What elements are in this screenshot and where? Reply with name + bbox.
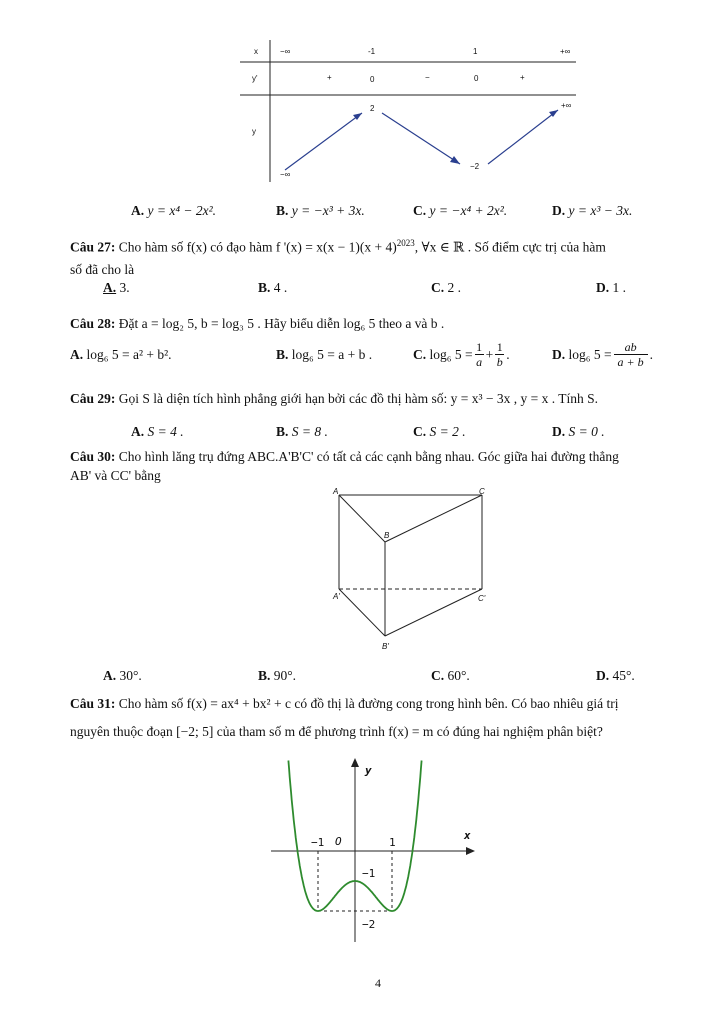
question-label: Câu 28: [70, 316, 116, 331]
prism-figure [330, 485, 495, 645]
axis-label-y: y [365, 764, 372, 777]
table-y-max: 2 [370, 104, 375, 113]
option-text: y = x³ − 3x. [568, 203, 633, 218]
q29-option-b[interactable] [276, 424, 328, 440]
frac-num: 1 [496, 340, 503, 354]
option-text: S = 2 . [429, 424, 466, 439]
option-text: S = 8 . [291, 424, 328, 439]
table-y-right: +∞ [561, 101, 572, 110]
tick-x-1: 1 [389, 836, 396, 849]
tick-x-neg1: −1 [311, 836, 325, 849]
q29-stem [70, 391, 598, 407]
table-sign-3: − [425, 73, 430, 82]
option-key: C. [431, 280, 445, 295]
prism-label-a-prime: A' [333, 592, 340, 601]
prism-label-b-prime: B' [382, 642, 389, 651]
q31-stem [70, 696, 618, 712]
q27-option-a[interactable] [103, 280, 130, 296]
option-text: 90°. [273, 668, 297, 683]
q27-option-b[interactable] [258, 280, 287, 296]
variation-table [240, 40, 580, 185]
option-key: C. [431, 668, 445, 683]
question-label: Câu 30: [70, 449, 116, 464]
q30-option-c[interactable] [431, 668, 470, 684]
option-text: 1 . [612, 280, 626, 295]
option-text: 2 . [447, 280, 461, 295]
option-text: 45°. [612, 668, 635, 683]
prism-label-c-prime: C' [478, 594, 486, 603]
frac-den: a + b [617, 355, 644, 369]
tick-y-neg1: −1 [362, 867, 376, 880]
q28-option-d[interactable]: D. log₆ 5 = ab a + b . [552, 340, 653, 369]
table-sign-2: 0 [370, 75, 375, 84]
option-key: D. [596, 668, 610, 683]
q29-text: Gọi S là diện tích hình phẳng giới hạn bởi các đồ thị hàm số: y = x³ − 3x , y = x . Tính S. [118, 391, 599, 406]
table-x-1: 1 [473, 47, 478, 56]
option-text: y = −x³ + 3x. [291, 203, 365, 218]
option-key: D. [552, 424, 566, 439]
frac-den: b [496, 355, 503, 369]
option-key: A. [70, 347, 84, 362]
option-key: B. [258, 668, 271, 683]
option-key: B. [276, 347, 289, 362]
table-x-neginf: −∞ [280, 47, 291, 56]
option-text: 60°. [447, 668, 470, 683]
q26-option-a[interactable] [131, 203, 216, 219]
prism-label-c: C [479, 487, 485, 496]
question-label: Câu 31: [70, 696, 116, 711]
q27-text-2: , ∀x ∈ ℝ . Số điểm cực trị của hàm [414, 239, 606, 255]
option-key: A. [131, 203, 145, 218]
option-key: B. [276, 424, 289, 439]
question-label: Câu 27: [70, 239, 116, 255]
question-label: Câu 29: [70, 391, 116, 406]
q28-option-a[interactable] [70, 347, 172, 363]
q26-option-d[interactable] [552, 203, 632, 219]
prism-label-a: A [333, 487, 339, 496]
option-text: S = 0 . [568, 424, 605, 439]
option-text: log₆ 5 = [568, 346, 612, 362]
table-sign-5: + [520, 73, 525, 82]
q27-stem-line2: số đã cho là [70, 262, 135, 277]
table-sign-4: 0 [474, 74, 479, 83]
table-y-label: y [252, 127, 256, 136]
q29-option-d[interactable] [552, 424, 605, 440]
table-x-m1: -1 [368, 47, 376, 56]
option-key: D. [552, 346, 566, 362]
option-key: C. [413, 424, 427, 439]
axis-label-x: x [464, 829, 471, 842]
option-text: log₆ 5 = a + b . [291, 347, 373, 362]
q30-stem-line2: AB' và CC' bằng [70, 468, 161, 483]
q30-option-d[interactable] [596, 668, 635, 684]
q29-option-c[interactable] [413, 424, 466, 440]
q31-text: Cho hàm số f(x) = ax⁴ + bx² + c có đồ thị là đường cong trong hình bên. Có bao nhiêu giá trị [118, 696, 619, 711]
table-y-left: −∞ [280, 170, 291, 179]
q30-text: Cho hình lăng trụ đứng ABC.A'B'C' có tất cả các cạnh bằng nhau. Góc giữa hai đường thẳng [118, 449, 619, 464]
option-key: A. [103, 280, 117, 295]
table-yprime-label: y' [252, 74, 258, 83]
frac-den: a [476, 355, 483, 369]
frac-num: 1 [476, 340, 483, 354]
frac-num: ab [624, 340, 637, 354]
option-text: y = x⁴ − 2x². [147, 203, 217, 218]
option-key: B. [276, 203, 289, 218]
q27-exponent: 2023 [396, 238, 415, 248]
q27-text: Cho hàm số f(x) có đạo hàm f '(x) = x(x − 1)(x + 4) [118, 239, 397, 255]
tick-y-neg2: −2 [362, 918, 376, 931]
option-key: A. [103, 668, 117, 683]
option-text: y = −x⁴ + 2x². [429, 203, 508, 218]
table-x-label: x [254, 47, 258, 56]
option-key: A. [131, 424, 145, 439]
option-key: D. [596, 280, 610, 295]
q26-option-b[interactable] [276, 203, 365, 219]
option-key: C. [413, 346, 427, 362]
q30-stem [70, 449, 619, 465]
quartic-graph [268, 752, 483, 947]
q27-option-c[interactable] [431, 280, 461, 296]
option-key: D. [552, 203, 566, 218]
option-text: 3. [119, 280, 130, 295]
option-text: 30°. [119, 668, 142, 683]
q27-stem [70, 238, 606, 256]
table-x-posinf: +∞ [560, 47, 571, 56]
option-text: 4 . [273, 280, 288, 295]
option-text: S = 4 . [147, 424, 184, 439]
q29-option-a[interactable] [131, 424, 184, 440]
q30-option-a[interactable] [103, 668, 142, 684]
q28-option-c[interactable]: C. log₆ 5 = 1 a + 1 b . [413, 340, 510, 369]
q28-text: Đặt a = log₂ 5, b = log₃ 5 . Hãy biểu diễn log₆ 5 theo a và b . [118, 316, 445, 331]
prism-label-b: B [384, 531, 390, 540]
q28-option-b[interactable] [276, 347, 372, 363]
option-key: C. [413, 203, 427, 218]
q31-stem-line2: nguyên thuộc đoạn [−2; 5] của tham số m để phương trình f(x) = m có đúng hai nghiệm phân biệt? [70, 724, 603, 739]
option-text: log₆ 5 = a² + b². [86, 347, 172, 362]
option-key: B. [258, 280, 271, 295]
origin-label: O [335, 835, 342, 848]
q27-option-d[interactable] [596, 280, 626, 296]
q30-option-b[interactable] [258, 668, 296, 684]
table-sign-1: + [327, 73, 332, 82]
table-y-min: −2 [470, 162, 480, 171]
page-number: 4 [375, 976, 381, 990]
option-text: log₆ 5 = [429, 346, 473, 362]
q26-option-c[interactable] [413, 203, 507, 219]
q28-stem [70, 316, 444, 332]
